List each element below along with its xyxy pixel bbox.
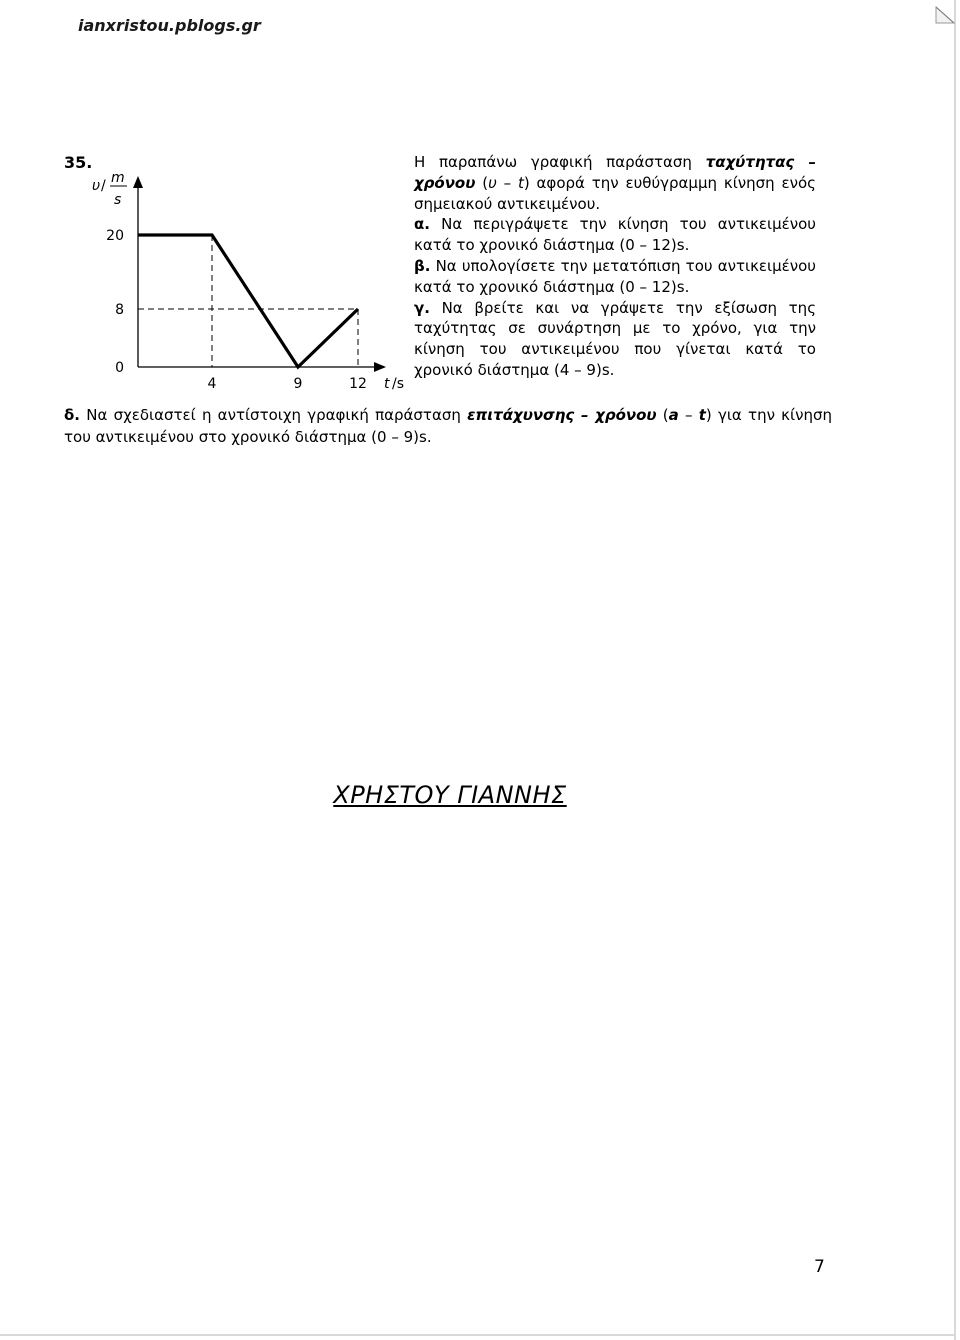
- y-axis-unit-den: s: [114, 192, 122, 208]
- problem-number: 35.: [64, 153, 93, 172]
- intro-v-symbol: υ: [488, 173, 497, 192]
- intro-text-end: ) αφορά την ευθύγραμμη κίνηση ενός σημειακού αντικειμένου.: [414, 173, 816, 213]
- author-name: ΧΡΗΣΤΟΥ ΓΙΑΝΝΗΣ: [333, 781, 567, 809]
- velocity-series-line: [138, 235, 358, 367]
- question-c-text: Να βρείτε και να γράψετε την εξίσωση της ταχύτητας σε συνάρτηση με το χρόνο, για την κίνηση του αντικειμένου που γίνεται κατά το χρονικό διάστημα (4 – 9)s.: [414, 298, 816, 379]
- x-tick-label: 9: [293, 376, 303, 392]
- question-b-label: β.: [414, 256, 431, 275]
- y-axis-slash: /: [101, 178, 106, 194]
- question-b: [414, 256, 816, 298]
- intro-t-symbol: t: [517, 173, 524, 192]
- question-b-text: Να υπολογίσετε την μετατόπιση του αντικειμένου κατά το χρονικό διάστημα (0 – 12)s.: [414, 256, 816, 296]
- question-d-a-symbol: a: [668, 406, 679, 424]
- problem-intro: [414, 152, 816, 214]
- question-d-dash: –: [678, 406, 699, 424]
- question-d-text: Να σχεδιαστεί η αντίστοιχη γραφική παράσταση: [80, 406, 468, 424]
- question-a: [414, 214, 816, 256]
- x-tick-label: 4: [207, 376, 217, 392]
- page-border-bottom: [0, 1334, 956, 1336]
- question-c: [414, 298, 816, 381]
- page-border: [954, 0, 956, 1340]
- y-axis-symbol: υ: [92, 178, 101, 194]
- y-tick-label: 0: [115, 360, 124, 376]
- y-tick-label: 8: [115, 302, 124, 318]
- site-header: ianxristou.pblogs.gr: [78, 16, 261, 35]
- x-axis-unit: /s: [392, 376, 405, 392]
- question-d-paren: (: [656, 406, 669, 424]
- question-d-label: δ.: [64, 406, 81, 424]
- intro-text: Η παραπάνω γραφική παράσταση: [414, 153, 706, 171]
- question-d: [64, 405, 832, 448]
- page-number: 7: [814, 1257, 825, 1277]
- y-tick-label: 20: [106, 228, 124, 244]
- question-a-text: Να περιγράψετε την κίνηση του αντικειμένου κατά το χρονικό διάστημα (0 – 12)s.: [414, 215, 816, 255]
- x-axis-symbol: t: [384, 376, 390, 392]
- question-a-label: α.: [414, 215, 431, 234]
- intro-graph-type: ταχύτητας – χρόνου: [414, 153, 816, 192]
- intro-paren: (: [475, 173, 489, 192]
- y-axis-unit-num: m: [111, 170, 125, 186]
- x-axis-arrow: [374, 362, 386, 372]
- question-c-label: γ.: [414, 298, 430, 317]
- question-d-t-symbol: t: [698, 406, 706, 424]
- question-d-text-end: ) για την κίνηση του αντικειμένου στο χρονικό διάστημα (0 – 9)s.: [64, 406, 833, 446]
- page-corner-icon: [935, 6, 955, 24]
- y-axis-arrow: [133, 176, 143, 188]
- intro-dash: –: [496, 173, 518, 192]
- x-tick-label: 12: [349, 376, 367, 392]
- problem-text: [414, 152, 816, 381]
- velocity-time-graph: [0, 0, 420, 400]
- question-d-graph-type: επιτάχυνσης – χρόνου: [467, 406, 657, 424]
